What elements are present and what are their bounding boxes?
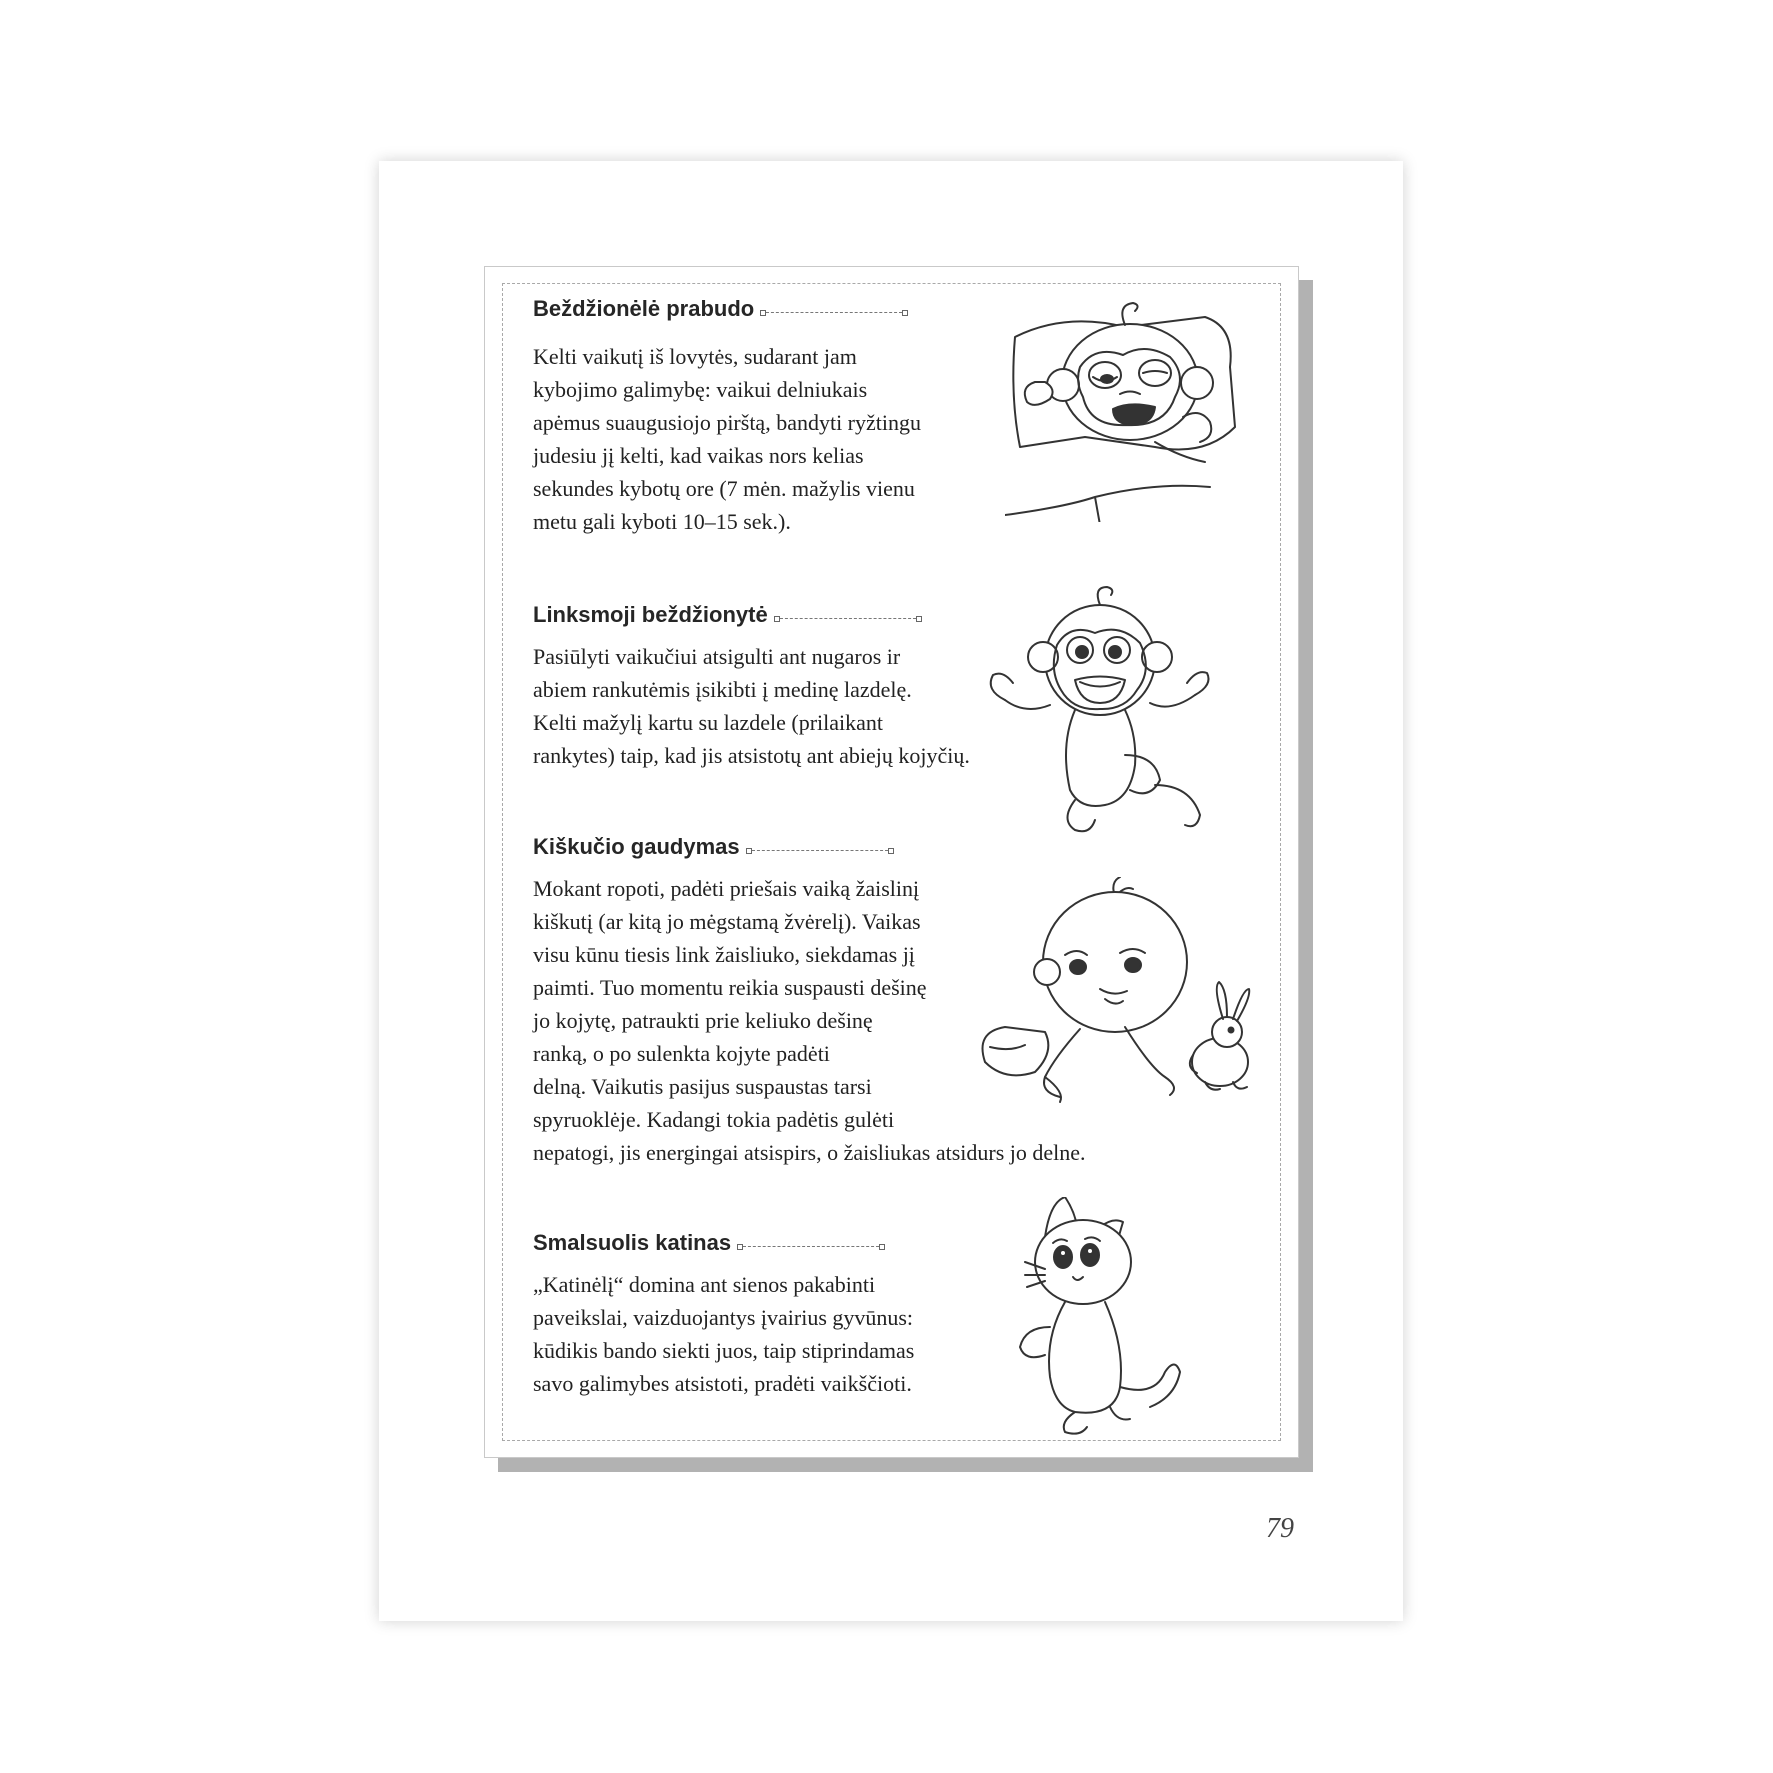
- text-line: „Katinėlį“ domina ant sienos pakabinti: [533, 1272, 876, 1297]
- text-line: visu kūnu tiesis link žaisliuko, siekdamas jį: [533, 942, 915, 967]
- text-line: nepatogi, jis energingai atsispirs, o žaisliukas atsidurs jo delne.: [533, 1140, 1086, 1165]
- page-number: 79: [1266, 1513, 1294, 1544]
- text-line: kybojimo galimybę: vaikui delniukais: [533, 377, 868, 402]
- section-heading: [533, 1228, 914, 1258]
- section-title: Linksmoji beždžionytė: [533, 602, 768, 627]
- text-line: sekundes kybotų ore (7 mėn. mažylis vienu: [533, 476, 915, 501]
- section-bezdzionele-prabudo: [533, 294, 921, 538]
- section-text: [533, 1268, 914, 1400]
- heading-leader: [746, 848, 894, 854]
- happy-monkey-icon: [965, 585, 1225, 845]
- text-line: spyruoklėje. Kadangi tokia padėtis gulėti: [533, 1107, 895, 1132]
- section-smalsuolis-katinas: [533, 1228, 914, 1400]
- text-line: apėmus suaugusiojo pirštą, bandyti ryžtingu: [533, 410, 921, 435]
- text-line: metu gali kyboti 10–15 sek.).: [533, 509, 791, 534]
- text-line: paimti. Tuo momentu reikia suspausti dešinę: [533, 975, 927, 1000]
- heading-leader: [737, 1244, 885, 1250]
- text-line: savo galimybes atsistoti, pradėti vaikščioti.: [533, 1371, 912, 1396]
- text-line: paveikslai, vaizduojantys įvairius gyvūnus:: [533, 1305, 914, 1330]
- text-line: rankytes) taip, kad jis atsistotų ant abiejų kojyčių.: [533, 743, 970, 768]
- section-heading: [533, 294, 921, 324]
- text-line: delną. Vaikutis pasijus suspaustas tarsi: [533, 1074, 872, 1099]
- crawling-baby-and-bunny-icon: [965, 877, 1265, 1117]
- text-line: Kelti vaikutį iš lovytės, sudarant jam: [533, 344, 857, 369]
- text-line: Kelti mažylį kartu su lazdele (prilaikant: [533, 710, 884, 735]
- activity-card: [484, 266, 1299, 1458]
- sleepy-monkey-icon: [1005, 297, 1250, 522]
- section-heading: [533, 600, 970, 630]
- heading-leader: [760, 310, 908, 316]
- text-line: Mokant ropoti, padėti priešais vaiką žaislinį: [533, 876, 920, 901]
- text-line: judesiu jį kelti, kad vaikas nors kelias: [533, 443, 864, 468]
- section-text: [533, 340, 921, 538]
- section-title: Kiškučio gaudymas: [533, 834, 740, 859]
- text-line: Pasiūlyti vaikučiui atsigulti ant nugaros ir: [533, 644, 901, 669]
- text-line: kūdikis bando siekti juos, taip stiprindamas: [533, 1338, 915, 1363]
- text-line: abiem rankutėmis įsikibti į medinę lazdelę.: [533, 677, 912, 702]
- section-text: [533, 640, 970, 772]
- section-title: Smalsuolis katinas: [533, 1230, 732, 1255]
- text-line: ranką, o po sulenkta kojyte padėti: [533, 1041, 830, 1066]
- text-line: kiškutį (ar kitą jo mėgstamą žvėrelį). Vaikas: [533, 909, 921, 934]
- text-line: jo kojytę, patraukti prie keliuko dešinę: [533, 1008, 873, 1033]
- heading-leader: [774, 616, 922, 622]
- curious-cat-icon: [1005, 1197, 1205, 1447]
- section-title: Beždžionėlė prabudo: [533, 296, 755, 321]
- section-linksmoji-bezdzionyte: [533, 600, 970, 772]
